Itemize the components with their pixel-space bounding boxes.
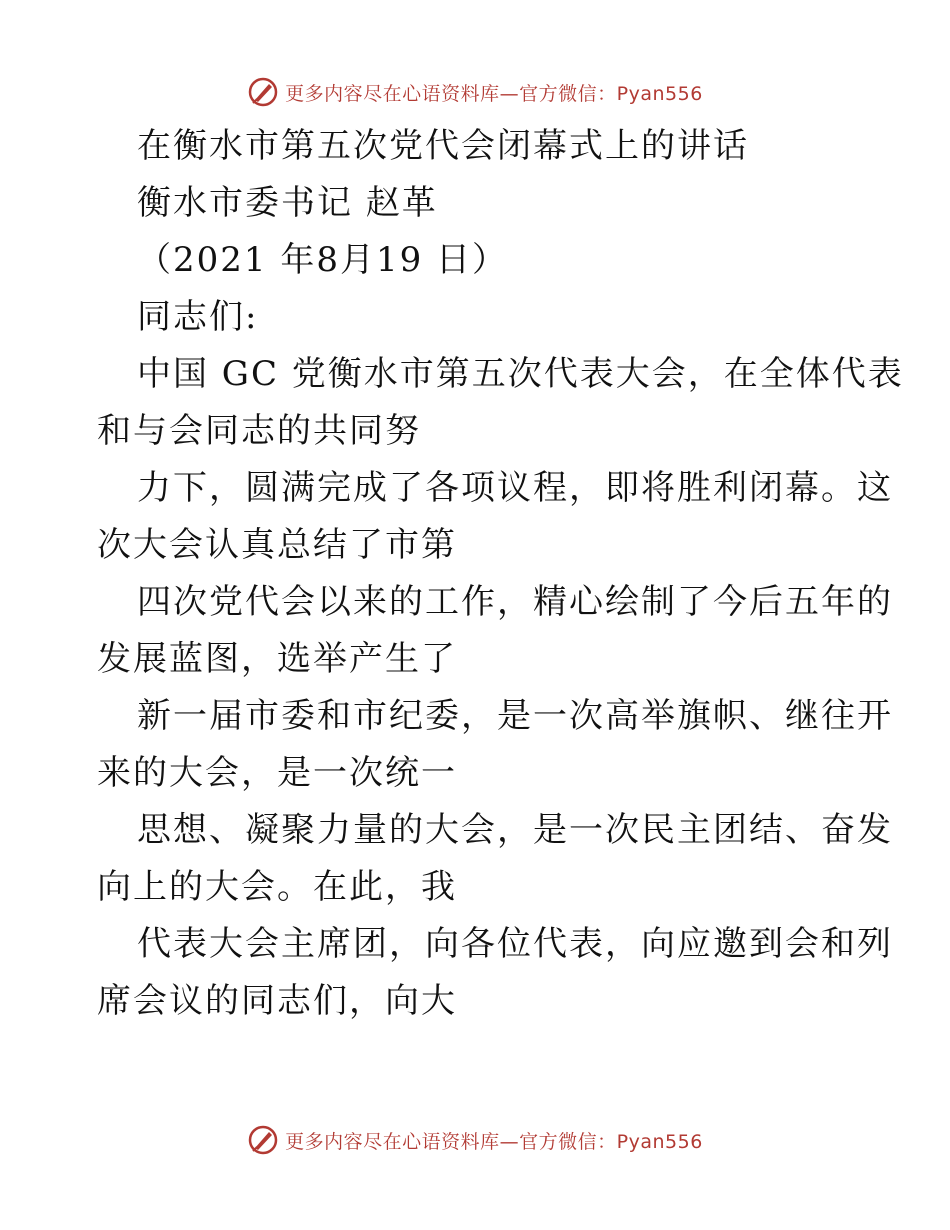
doc-line: 来的大会，是一次统一 [97, 753, 457, 793]
doc-line: 和与会同志的共同努 [97, 411, 421, 451]
doc-line: 席会议的同志们，向大 [97, 981, 457, 1021]
doc-line: 四次党代会以来的工作，精心绘制了今后五年的 [137, 582, 893, 622]
doc-line: 向上的大会。在此，我 [97, 867, 457, 907]
doc-line: 代表大会主席团，向各位代表，向应邀到会和列 [137, 924, 893, 964]
doc-salutation: 同志们: [137, 297, 259, 337]
doc-line: 中国 GC 党衡水市第五次代表大会，在全体代表 [137, 354, 904, 394]
doc-line: 思想、凝聚力量的大会，是一次民主团结、奋发 [137, 810, 893, 850]
doc-title: 在衡水市第五次党代会闭幕式上的讲话 [137, 126, 749, 166]
doc-line: 新一届市委和市纪委，是一次高举旗帜、继往开 [137, 696, 893, 736]
doc-line: 力下，圆满完成了各项议程，即将胜利闭幕。这 [137, 468, 893, 508]
doc-line: 发展蓝图，选举产生了 [97, 639, 457, 679]
quill-seal-icon [247, 1124, 279, 1156]
watermark-text: 更多内容尽在心语资料库—官方微信：Pyan556 [285, 1130, 703, 1153]
doc-date: （2021 年8月19 日） [137, 240, 509, 280]
watermark-text: 更多内容尽在心语资料库—官方微信：Pyan556 [285, 82, 703, 105]
watermark-footer [0, 1120, 950, 1160]
document-body [97, 118, 904, 1030]
doc-line: 次大会认真总结了市第 [97, 525, 457, 565]
doc-author: 衡水市委书记 赵革 [137, 183, 438, 223]
watermark-header [0, 72, 950, 112]
quill-seal-icon [247, 76, 279, 108]
